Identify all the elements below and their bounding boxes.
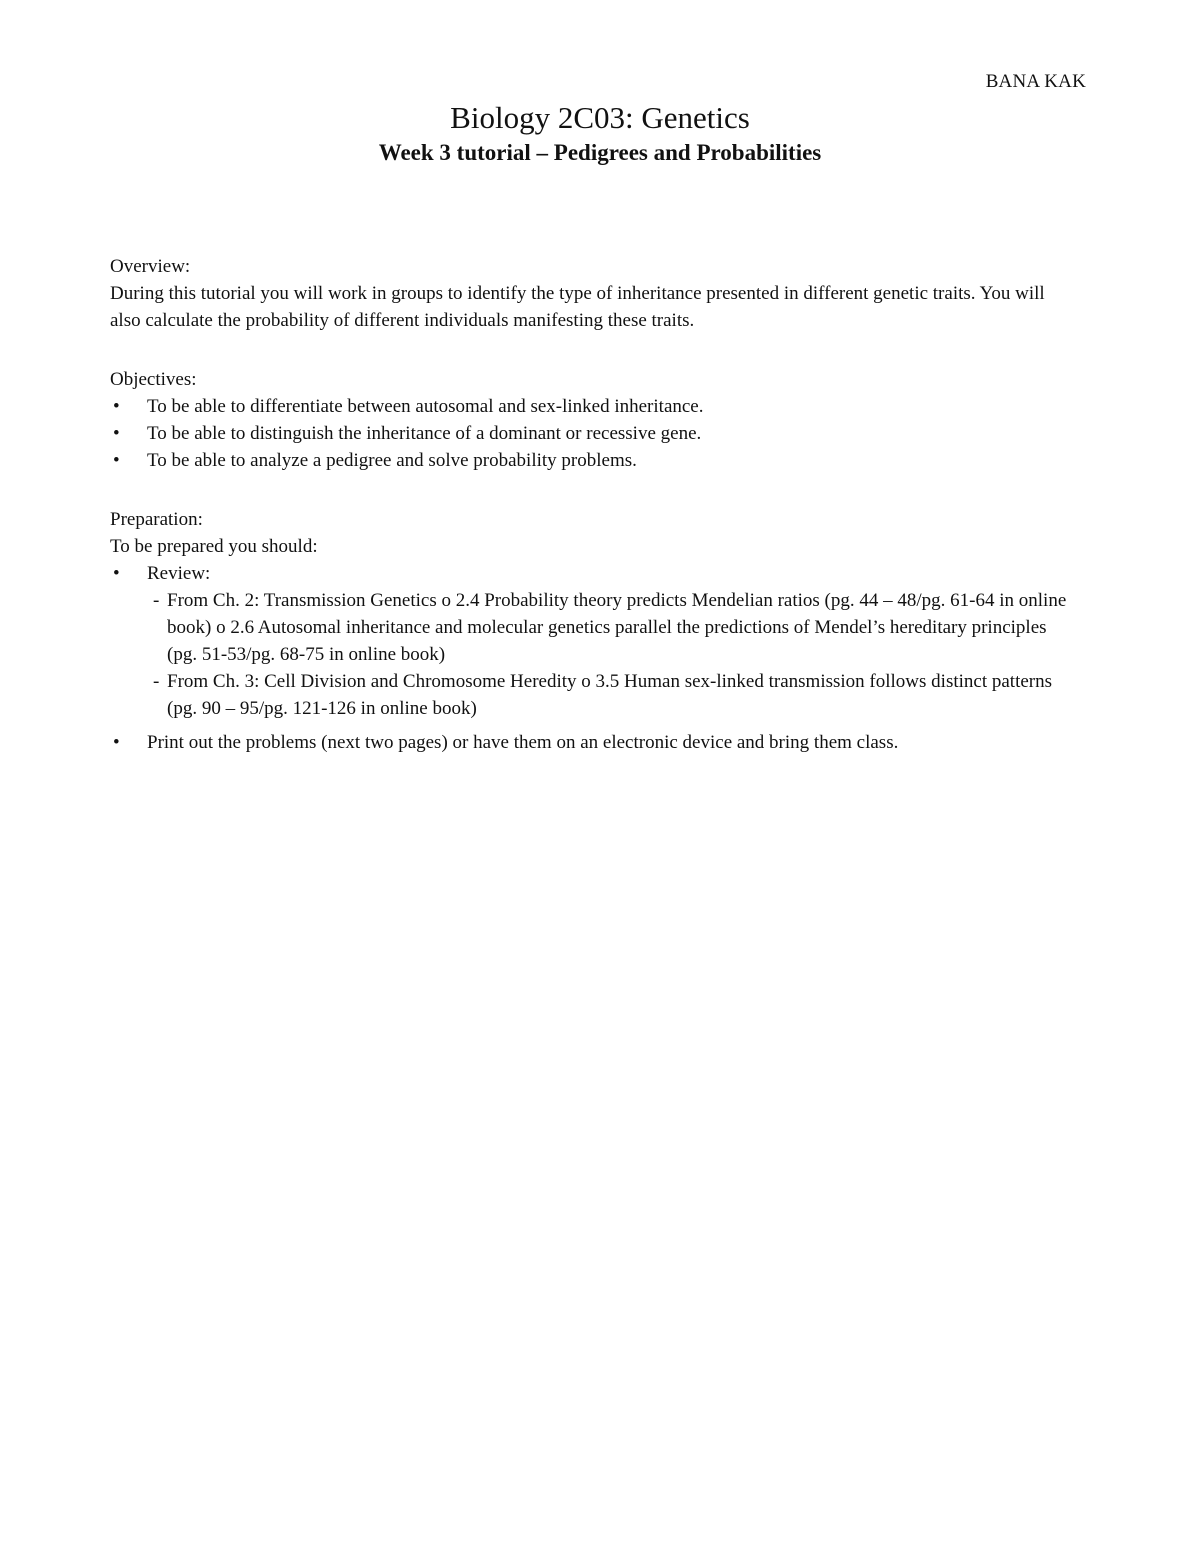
bullet-icon: • xyxy=(113,396,120,417)
list-item xyxy=(110,560,1070,587)
overview-heading: Overview: xyxy=(110,256,191,277)
document-subtitle: Week 3 tutorial – Pedigrees and Probabilities xyxy=(378,140,822,165)
dash-icon: - xyxy=(153,590,160,611)
document-body xyxy=(110,253,1070,756)
list-item xyxy=(147,587,1070,668)
list-item xyxy=(110,729,1070,756)
objective-text: To be able to analyze a pedigree and solve probability problems. xyxy=(147,450,637,471)
list-item xyxy=(110,447,1070,474)
print-item-text: Print out the problems (next two pages) or have them on an electronic device and bring them class. xyxy=(147,732,899,753)
dash-icon: - xyxy=(153,671,160,692)
objectives-heading: Objectives: xyxy=(110,369,197,390)
preparation-heading: Preparation: xyxy=(110,509,203,530)
preparation-intro: To be prepared you should: xyxy=(110,536,318,557)
bullet-icon: • xyxy=(113,732,120,753)
review-item-text: From Ch. 2: Transmission Genetics o 2.4 Probability theory predicts Mendelian ratios (pg. 44 – 48/pg. 61-64 in online book) o 2.6 Autosomal inheritance and molecular genetics parallel the predictions of Mendel’s hereditary principles (pg. 51-53/pg. 68-75 in online book) xyxy=(167,590,1067,665)
spacer xyxy=(110,474,1070,506)
list-item xyxy=(110,420,1070,447)
review-label: Review: xyxy=(147,563,211,584)
list-item xyxy=(147,668,1070,722)
review-sublist xyxy=(147,587,1070,722)
objective-text: To be able to differentiate between autosomal and sex-linked inheritance. xyxy=(147,396,704,417)
overview-text: During this tutorial you will work in groups to identify the type of inheritance presented in different genetic traits. You will also calculate the probability of different individuals manifesting these traits. xyxy=(110,283,1045,331)
bullet-icon: • xyxy=(113,563,120,584)
bullet-icon: • xyxy=(113,423,120,444)
review-sublist-wrapper xyxy=(147,587,1070,722)
document-title: Biology 2C03: Genetics xyxy=(450,100,750,135)
preparation-list xyxy=(110,560,1070,587)
author-name: BANA KAK xyxy=(985,71,1086,92)
bullet-icon: • xyxy=(113,450,120,471)
list-item xyxy=(110,393,1070,420)
spacer xyxy=(110,334,1070,366)
objective-text: To be able to distinguish the inheritance of a dominant or recessive gene. xyxy=(147,423,702,444)
preparation-list-continued xyxy=(110,729,1070,756)
review-item-text: From Ch. 3: Cell Division and Chromosome Heredity o 3.5 Human sex-linked transmission follows distinct patterns (pg. 90 – 95/pg. 121-126 in online book) xyxy=(167,671,1053,719)
objectives-list xyxy=(110,393,1070,474)
